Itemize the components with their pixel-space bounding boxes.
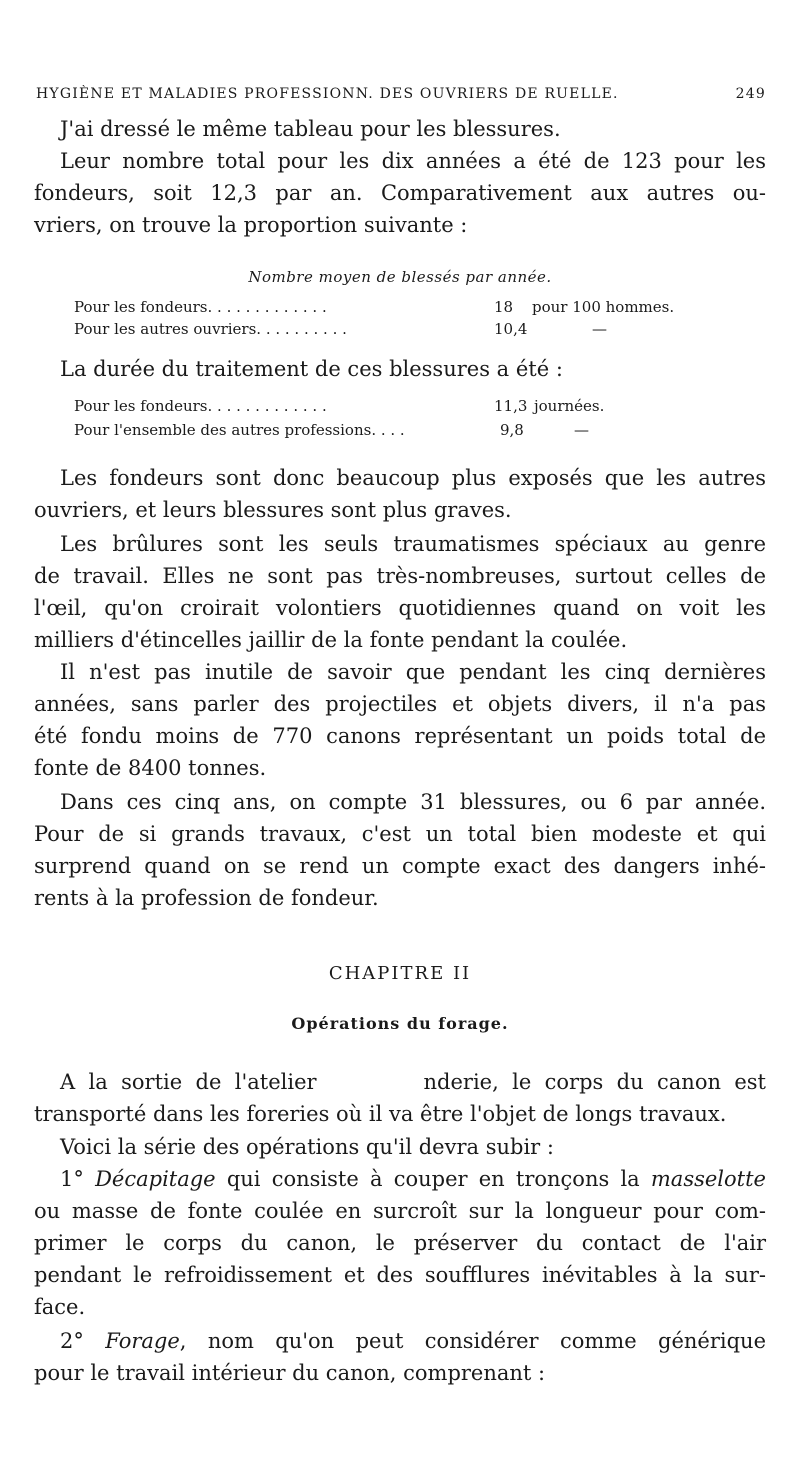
text-line: Les fondeurs sont donc beaucoup plus exposés que les autres <box>60 466 766 490</box>
paragraph-4 <box>34 462 766 526</box>
running-title: HYGIÈNE ET MALADIES PROFESSIONN. DES OUVRIERS DE RUELLE. <box>36 86 619 102</box>
row-label: Pour les fondeurs. . . . . . . . . . . . . <box>74 298 327 316</box>
text-line: La durée du traitement de ces blessures a été : <box>60 357 563 381</box>
text-line: milliers d'étincelles jaillir de la fonte pendant la coulée. <box>34 628 628 652</box>
text-line: surprend quand on se rend un compte exact des dangers inhé- <box>34 854 766 878</box>
text-line: J'ai dressé le même tableau pour les blessures. <box>60 117 561 141</box>
text-line <box>34 1325 766 1357</box>
chapter-title: CHAPITRE II <box>328 963 472 984</box>
row-value: 11,3 <box>494 397 528 415</box>
text-line: Les brûlures sont les seuls traumatismes spéciaux au genre <box>60 532 766 556</box>
row-value: 18 <box>494 298 514 316</box>
text-line: Il n'est pas inutile de savoir que pendant les cinq dernières <box>60 660 766 684</box>
text-line: fondeurs, soit 12,3 par an. Comparativement aux autres ou- <box>34 181 766 205</box>
text-fragment: qui consiste à couper en tronçons la <box>215 1167 651 1191</box>
paragraph-10 <box>34 1163 766 1323</box>
row-unit: — <box>574 421 589 439</box>
text-line <box>34 1163 766 1195</box>
text-line: Dans ces cinq ans, on compte 31 blessures, ou 6 par année. <box>60 790 766 814</box>
row-unit: journées. <box>534 397 605 415</box>
text-line: A la sortie de l'atelier nderie, le corps du canon est <box>60 1070 766 1094</box>
table-caption: Nombre moyen de blessés par année. <box>248 268 552 286</box>
paragraph-9 <box>34 1131 766 1163</box>
text-line: ouvriers, et leurs blessures sont plus graves. <box>34 498 512 522</box>
term-decapitage: Décapitage <box>95 1167 216 1191</box>
paragraph-3 <box>34 353 766 385</box>
text-line: primer le corps du canon, le préserver du contact de l'air <box>34 1231 766 1255</box>
text-line: rents à la profession de fondeur. <box>34 886 379 910</box>
term-forage: Forage <box>105 1329 180 1353</box>
running-header <box>36 86 766 102</box>
paragraph-11 <box>34 1325 766 1389</box>
text-line: fonte de 8400 tonnes. <box>34 756 267 780</box>
text-line: Leur nombre total pour les dix années a été de 123 pour les <box>60 149 766 173</box>
row-unit: pour 100 hommes. <box>532 298 675 316</box>
item-number: 2° <box>60 1329 84 1353</box>
text-line: de travail. Elles ne sont pas très-nombreuses, surtout celles de <box>34 564 766 588</box>
text-line: Voici la série des opérations qu'il devra subir : <box>60 1135 554 1159</box>
row-unit: — <box>592 320 607 338</box>
item-number: 1° <box>60 1167 84 1191</box>
text-line: pour le travail intérieur du canon, comprenant : <box>34 1361 546 1385</box>
row-value: 9,8 <box>500 421 524 439</box>
text-line: Pour de si grands travaux, c'est un total bien modeste et qui <box>34 822 766 846</box>
text-line: été fondu moins de 770 canons représentant un poids total de <box>34 724 766 748</box>
row-label: Pour les fondeurs. . . . . . . . . . . . . <box>74 397 327 415</box>
text-line: face. <box>34 1295 86 1319</box>
paragraph-6 <box>34 656 766 784</box>
row-value: 10,4 <box>494 320 528 338</box>
row-label: Pour les autres ouvriers. . . . . . . . . . <box>74 320 347 338</box>
paragraph-2 <box>34 145 766 241</box>
text-line: années, sans parler des projectiles et objets divers, il n'a pas <box>34 692 766 716</box>
paragraph-5 <box>34 528 766 656</box>
text-line: transporté dans les foreries où il va être l'objet de longs travaux. <box>34 1102 727 1126</box>
text-line: l'œil, qu'on croirait volontiers quotidiennes quand on voit les <box>34 596 766 620</box>
paragraph-1 <box>34 113 766 145</box>
paragraph-8 <box>34 1066 766 1130</box>
term-masselotte: masselotte <box>650 1167 766 1191</box>
page-number: 249 <box>735 86 766 102</box>
row-label: Pour l'ensemble des autres professions. . . . <box>74 421 405 439</box>
text-fragment: , nom qu'on peut considérer comme générique <box>179 1329 766 1353</box>
text-line: vriers, on trouve la proportion suivante : <box>34 213 468 237</box>
text-line: pendant le refroidissement et des soufflures inévitables à la sur- <box>34 1263 766 1287</box>
text-line: ou masse de fonte coulée en surcroît sur la longueur pour com- <box>34 1199 766 1223</box>
paragraph-7 <box>34 786 766 914</box>
section-title: Opérations du forage. <box>291 1014 509 1033</box>
